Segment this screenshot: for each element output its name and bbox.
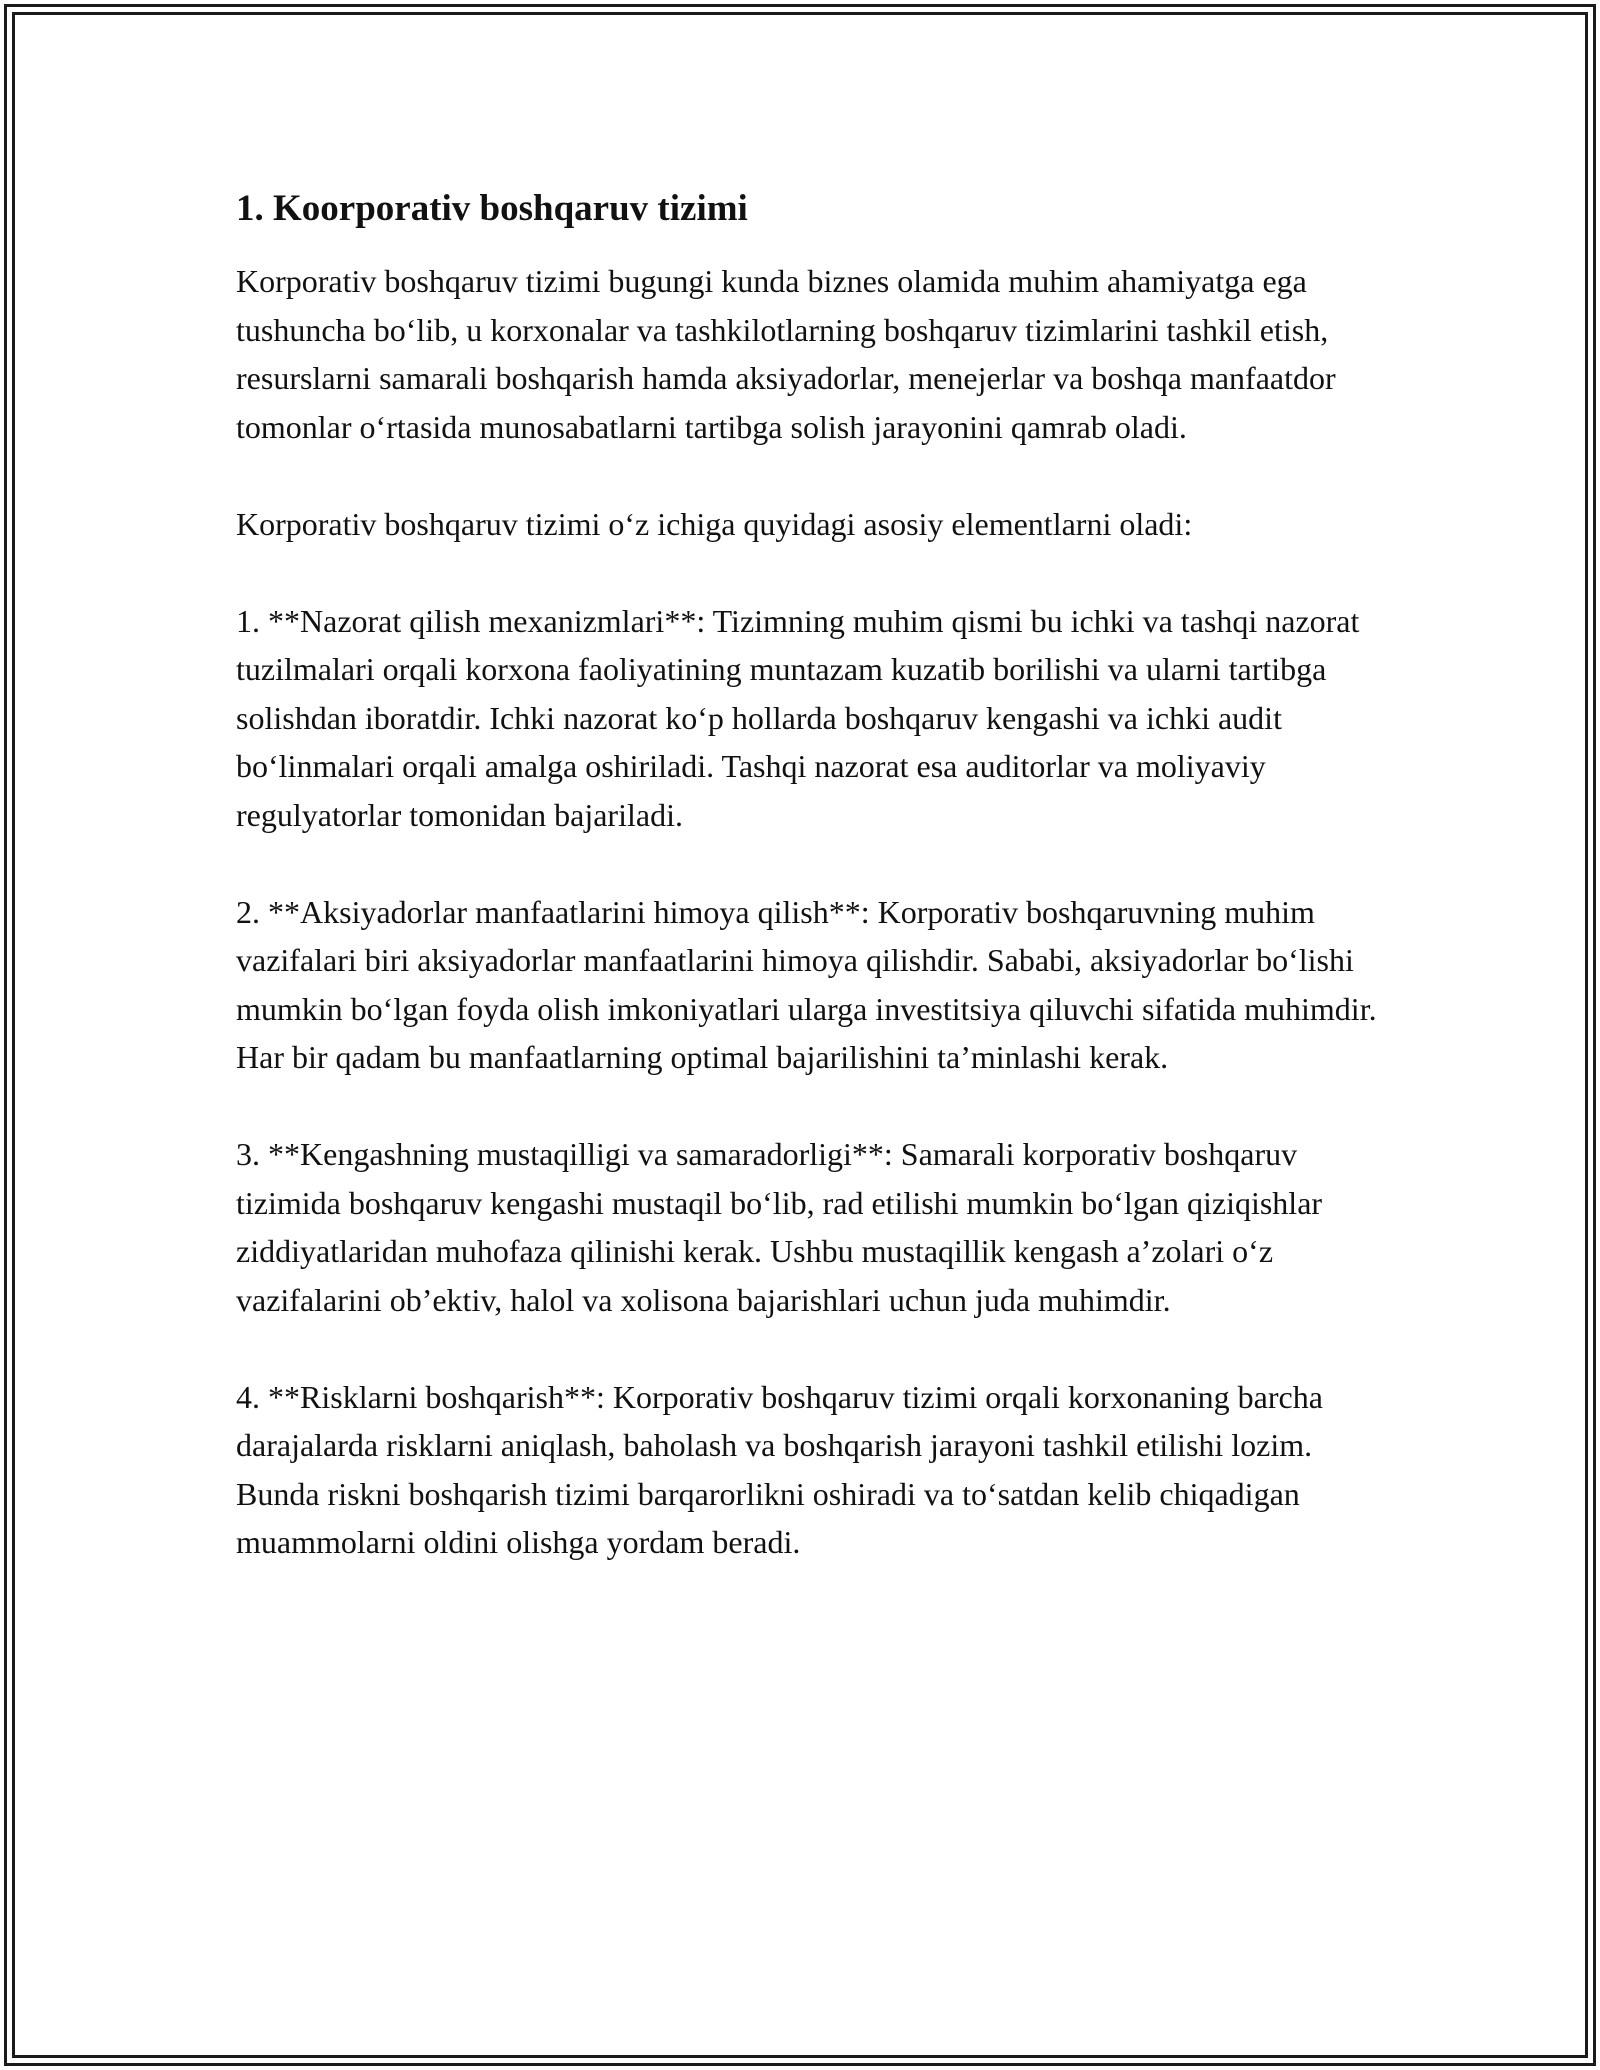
list-item-control-mechanisms: 1. **Nazorat qilish mexanizmlari**: Tizimning muhim qismi bu ichki va tashqi nazorat tuzilmalari orqali korxona faoliyatining muntazam kuzatib borilishi va ularni tartibga solishdan iboratdir. Ichki nazorat ko‘p hollarda boshqaruv kengashi va ichki audit bo‘linmalari orqali amalga oshiriladi. Tashqi nazorat esa auditorlar va moliyaviy regulyatorlar tomonidan bajariladi.	[236, 602, 1360, 833]
list-item-shareholder-protection: 2. **Aksiyadorlar manfaatlarini himoya qilish**: Korporativ boshqaruvning muhim vazifalari biri aksiyadorlar manfaatlarini himoya qilishdir. Sababi, aksiyadorlar bo‘lishi mumkin bo‘lgan foyda olish imkoniyatlari ularga investitsiya qiluvchi sifatida muhimdir. Har bir qadam bu manfaatlarning optimal bajarilishini ta’minlashi kerak.	[236, 893, 1377, 1075]
elements-lead-paragraph: Korporativ boshqaruv tizimi o‘z ichiga quyidagi asosiy elementlarni oladi:	[236, 505, 1193, 542]
intro-paragraph: Korporativ boshqaruv tizimi bugungi kunda biznes olamida muhim ahamiyatga ega tushuncha bo‘lib, u korxonalar va tashkilotlarning boshqaruv tizimlarini tashkil etish, resurslarni samarali boshqarish hamda aksiyadorlar, menejerlar va boshqa manfaatdor tomonlar o‘rtasida munosabatlarni tartibga solish jarayonini qamrab oladi.	[236, 263, 1336, 445]
list-item-risk-management: 4. **Risklarni boshqarish**: Korporativ boshqaruv tizimi orqali korxonaning barcha darajalarda risklarni aniqlash, baholash va boshqarish jarayoni tashkil etilishi lozim. Bunda riskni boshqarish tizimi barqarorlikni oshiradi va to‘satdan kelib chiqadigan muammolarni oldini olishga yordam beradi.	[236, 1378, 1323, 1560]
document-body	[236, 185, 1386, 1567]
list-item-board-independence: 3. **Kengashning mustaqilligi va samaradorligi**: Samarali korporativ boshqaruv tizimida boshqaruv kengashi mustaqil bo‘lib, rad etilishi mumkin bo‘lgan qiziqishlar ziddiyatlaridan muhofaza qilinishi kerak. Ushbu mustaqillik kengash a’zolari o‘z vazifalarini ob’ektiv, halol va xolisona bajarishlari uchun juda muhimdir.	[236, 1136, 1323, 1318]
document-title: 1. Koorporativ boshqaruv tizimi	[236, 188, 748, 229]
